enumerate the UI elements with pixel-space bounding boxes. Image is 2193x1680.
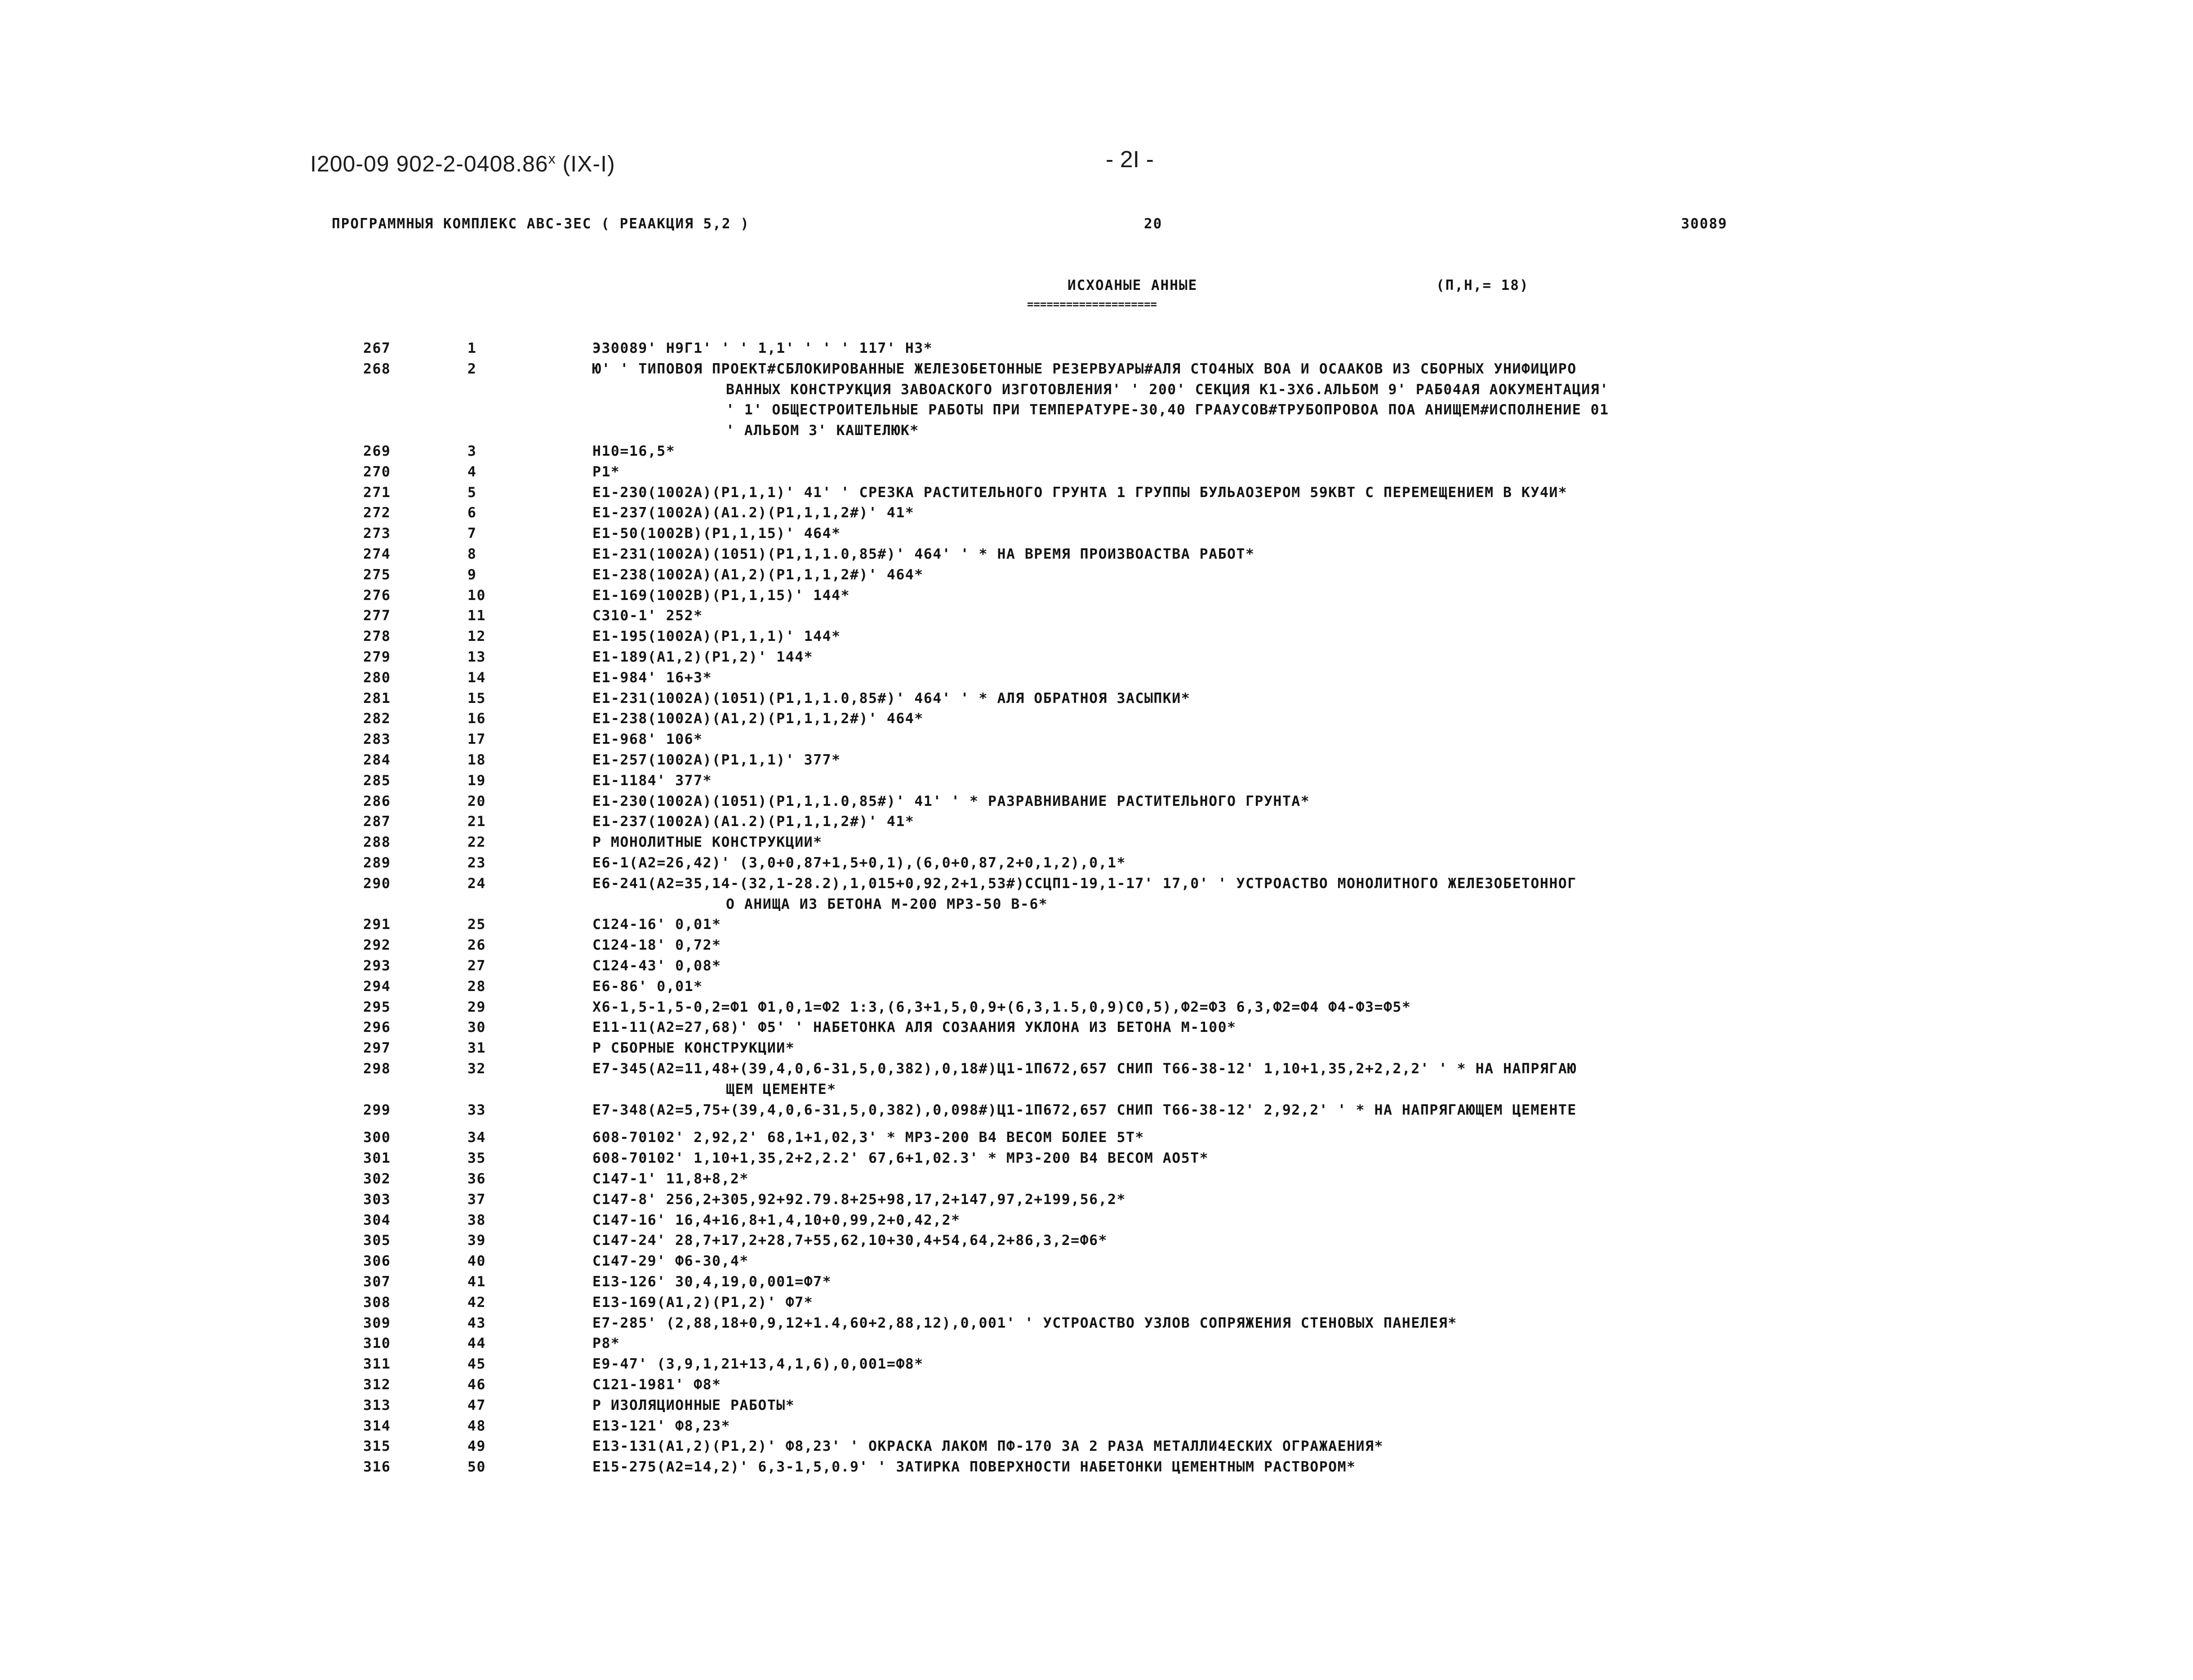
listing-row <box>0 626 2193 647</box>
row-line-number: 14 <box>467 670 486 686</box>
row-line-number: 38 <box>467 1212 486 1228</box>
listing-row <box>0 811 2193 832</box>
row-sequence-number: 267 <box>363 340 391 356</box>
listing-row <box>0 647 2193 667</box>
row-line-number: 27 <box>467 958 486 974</box>
row-sequence-number: 295 <box>363 999 391 1015</box>
row-sequence-number: 311 <box>363 1356 391 1372</box>
row-sequence-number: 293 <box>363 958 391 974</box>
listing-row <box>0 338 2193 359</box>
listing-row <box>0 770 2193 791</box>
row-text: Е1-230(1002А)(1051)(Р1,1,1.0,85#)' 41' ' * РАЗРАВНИВАНИЕ РАСТИТЕЛЬНОГО ГРУНТА* <box>592 793 1310 809</box>
row-sequence-number: 315 <box>363 1438 391 1454</box>
row-text: С121-1981' Ф8* <box>592 1377 721 1393</box>
row-line-number: 49 <box>467 1438 486 1454</box>
doc-code-superscript: x <box>548 151 556 167</box>
row-sequence-number: 269 <box>363 443 391 459</box>
row-line-number: 6 <box>467 505 477 521</box>
row-text: 608-70102' 1,10+1,35,2+2,2.2' 67,6+1,02.3' * МРЗ-200 В4 ВЕСОМ АО5Т* <box>592 1150 1209 1166</box>
row-sequence-number: 296 <box>363 1019 391 1036</box>
row-line-number: 35 <box>467 1150 486 1166</box>
listing-row <box>0 523 2193 544</box>
listing-row <box>0 914 2193 935</box>
row-text: Е13-121' Ф8,23* <box>592 1418 730 1434</box>
listing-row <box>0 441 2193 462</box>
row-line-number: 48 <box>467 1418 486 1434</box>
row-line-number: 11 <box>467 608 486 624</box>
row-text: Е15-275(А2=14,2)' 6,3-1,5,0.9' ' ЗАТИРКА ПОВЕРХНОСТИ НАБЕТОНКИ ЦЕМЕНТНЫМ РАСТВОРОМ* <box>592 1459 1356 1475</box>
row-sequence-number: 280 <box>363 670 391 686</box>
row-line-number: 13 <box>467 649 486 665</box>
row-text: Е1-984' 16+3* <box>592 670 712 686</box>
listing-row <box>0 832 2193 853</box>
row-text: О АНИЩА ИЗ БЕТОНА М-200 МРЗ-50 В-6* <box>726 896 1048 912</box>
row-sequence-number: 298 <box>363 1061 391 1077</box>
row-line-number: 12 <box>467 628 486 644</box>
listing-row <box>0 976 2193 997</box>
section-title: ИСХОАНЫЕ АННЫЕ <box>1068 277 1198 293</box>
document-code: I200-09 902-2-0408.86$^x$ (IX-I) <box>310 151 615 177</box>
row-sequence-number: 309 <box>363 1315 391 1331</box>
row-text: Е1-50(1002В)(Р1,1,15)' 464* <box>592 525 841 542</box>
listing-row <box>0 1313 2193 1333</box>
row-line-number: 46 <box>467 1377 486 1393</box>
listing-row <box>0 1416 2193 1436</box>
row-line-number: 9 <box>467 567 477 583</box>
row-line-number: 30 <box>467 1019 486 1036</box>
row-text: Е13-126' 30,4,19,0,001=Ф7* <box>592 1274 832 1290</box>
listing-row <box>0 1058 2193 1079</box>
row-text: С124-16' 0,01* <box>592 916 721 933</box>
listing-row <box>0 482 2193 503</box>
row-line-number: 42 <box>467 1294 486 1311</box>
row-sequence-number: 308 <box>363 1294 391 1311</box>
listing-row <box>0 1292 2193 1313</box>
row-line-number: 37 <box>467 1191 486 1208</box>
listing-row <box>0 1374 2193 1395</box>
row-text: Р ИЗОЛЯЦИОННЫЕ РАБОТЫ* <box>592 1397 795 1413</box>
row-sequence-number: 294 <box>363 978 391 995</box>
listing-row-continuation <box>0 1079 2193 1100</box>
listing-row-continuation <box>0 379 2193 400</box>
row-text: Е1-189(А1,2)(Р1,2)' 144* <box>592 649 814 665</box>
row-line-number: 26 <box>467 937 486 953</box>
listing-row <box>0 1210 2193 1231</box>
row-text: Р8* <box>592 1335 620 1351</box>
row-text: Е9-47' (3,9,1,21+13,4,1,6),0,001=Ф8* <box>592 1356 924 1372</box>
row-sequence-number: 299 <box>363 1102 391 1118</box>
row-text: ВАННЫХ КОНСТРУКЦИЯ ЗАВОАСКОГО ИЗГОТОВЛЕНИЯ' ' 200' СЕКЦИЯ К1-3Х6.АЛЬБОМ 9' РАБ04АЯ АОКУМЕНТАЦИЯ' <box>726 382 1609 398</box>
row-text: Е1-195(1002А)(Р1,1,1)' 144* <box>592 628 841 644</box>
listing-row <box>0 873 2193 894</box>
row-sequence-number: 300 <box>363 1129 391 1146</box>
row-text: 608-70102' 2,92,2' 68,1+1,02,3' * МРЗ-200 В4 ВЕСОМ БОЛЕЕ 5Т* <box>592 1129 1144 1146</box>
row-text: С124-43' 0,08* <box>592 958 721 974</box>
row-text: Е13-131(А1,2)(Р1,2)' Ф8,23' ' ОКРАСКА ЛАКОМ ПФ-170 ЗА 2 РАЗА МЕТАЛЛИ4ЕСКИХ ОГРАЖАЕНИЯ* <box>592 1438 1383 1454</box>
listing-row <box>0 729 2193 750</box>
row-line-number: 41 <box>467 1274 486 1290</box>
row-line-number: 17 <box>467 731 486 747</box>
row-sequence-number: 286 <box>363 793 391 809</box>
row-line-number: 33 <box>467 1102 486 1118</box>
row-sequence-number: 284 <box>363 752 391 768</box>
row-text: Е6-1(А2=26,42)' (3,0+0,87+1,5+0,1),(6,0+0,87,2+0,1,2),0,1* <box>592 855 1126 871</box>
row-text: Р МОНОЛИТНЫЕ КОНСТРУКЦИИ* <box>592 834 823 850</box>
row-text: ' 1' ОБЩЕСТРОИТЕЛЬНЫЕ РАБОТЫ ПРИ ТЕМПЕРАТУРЕ-30,40 ГРААУСОВ#ТРУБОПРОВОА ПОА АНИЩЕМ#ИСПОЛНЕНИЕ 01 <box>726 402 1609 418</box>
row-text: Е1-230(1002А)(Р1,1,1)' 41' ' СРЕЗКА РАСТИТЕЛЬНОГО ГРУНТА 1 ГРУППЫ БУЛЬАОЗЕРОМ 59КВТ С ПЕРЕМЕЩЕНИЕМ В КУ4И* <box>592 484 1568 501</box>
row-text: С147-29' Ф6-30,4* <box>592 1253 749 1269</box>
row-line-number: 32 <box>467 1061 486 1077</box>
listing-row-continuation <box>0 894 2193 915</box>
listing-row <box>0 1127 2193 1148</box>
listing-row <box>0 1436 2193 1457</box>
row-sequence-number: 273 <box>363 525 391 542</box>
row-text: Е13-169(А1,2)(Р1,2)' Ф7* <box>592 1294 814 1311</box>
row-text: Е11-11(А2=27,68)' Ф5' ' НАБЕТОНКА АЛЯ СОЗААНИЯ УКЛОНА ИЗ БЕТОНА М-100* <box>592 1019 1237 1036</box>
listing-row <box>0 1169 2193 1189</box>
row-text: Е1-231(1002А)(1051)(Р1,1,1.0,85#)' 464' ' * АЛЯ ОБРАТНОЯ ЗАСЫПКИ* <box>592 690 1191 707</box>
row-sequence-number: 281 <box>363 690 391 707</box>
row-text: ЭЗ0089' Н9Г1' ' ' 1,1' ' ' ' 117' НЗ* <box>592 340 933 356</box>
row-line-number: 50 <box>467 1459 486 1475</box>
row-text: С310-1' 252* <box>592 608 703 624</box>
listing-row <box>0 1189 2193 1210</box>
row-sequence-number: 290 <box>363 876 391 892</box>
listing-row <box>0 1333 2193 1354</box>
row-line-number: 29 <box>467 999 486 1015</box>
listing-row <box>0 1457 2193 1477</box>
row-line-number: 28 <box>467 978 486 995</box>
document-code-number: 30089 <box>1681 216 1728 232</box>
listing-row <box>0 956 2193 976</box>
listing-row <box>0 462 2193 482</box>
row-sequence-number: 275 <box>363 567 391 583</box>
title-underline: ==================== <box>1027 298 1157 311</box>
row-line-number: 24 <box>467 876 486 892</box>
row-line-number: 3 <box>467 443 477 459</box>
row-line-number: 7 <box>467 525 477 542</box>
page-reference: (П,Н,= 18) <box>1436 277 1529 293</box>
listing-row <box>0 502 2193 523</box>
row-sequence-number: 288 <box>363 834 391 850</box>
listing-row <box>0 708 2193 729</box>
row-sequence-number: 283 <box>363 731 391 747</box>
row-sequence-number: 285 <box>363 773 391 789</box>
row-text: Е1-238(1002А)(А1,2)(Р1,1,1,2#)' 464* <box>592 711 924 727</box>
listing-row-continuation <box>0 420 2193 441</box>
row-text: Е1-237(1002А)(А1.2)(Р1,1,1,2#)' 41* <box>592 505 915 521</box>
row-text: Е1-1184' 377* <box>592 773 712 789</box>
listing-row <box>0 1038 2193 1058</box>
row-sequence-number: 310 <box>363 1335 391 1351</box>
row-sequence-number: 292 <box>363 937 391 953</box>
row-line-number: 21 <box>467 813 486 830</box>
row-line-number: 10 <box>467 587 486 604</box>
row-text: Е1-238(1002А)(А1,2)(Р1,1,1,2#)' 464* <box>592 567 924 583</box>
row-line-number: 47 <box>467 1397 486 1413</box>
listing-row <box>0 605 2193 626</box>
row-line-number: 20 <box>467 793 486 809</box>
row-line-number: 44 <box>467 1335 486 1351</box>
sheet-number: 20 <box>1144 216 1163 232</box>
listing-row <box>0 544 2193 564</box>
row-text: С147-16' 16,4+16,8+1,4,10+0,99,2+0,42,2* <box>592 1212 961 1228</box>
row-line-number: 36 <box>467 1171 486 1187</box>
row-text: ' АЛЬБОМ 3' КАШТЕЛЮК* <box>726 422 919 439</box>
row-sequence-number: 282 <box>363 711 391 727</box>
row-line-number: 45 <box>467 1356 486 1372</box>
listing-row <box>0 1395 2193 1416</box>
row-sequence-number: 279 <box>363 649 391 665</box>
row-sequence-number: 316 <box>363 1459 391 1475</box>
row-line-number: 34 <box>467 1129 486 1146</box>
row-text: С147-1' 11,8+8,2* <box>592 1171 749 1187</box>
row-text: Е1-231(1002А)(1051)(Р1,1,1.0,85#)' 464' ' * НА ВРЕМЯ ПРОИЗВОАСТВА РАБОТ* <box>592 546 1255 562</box>
listing-row <box>0 1230 2193 1251</box>
row-sequence-number: 297 <box>363 1040 391 1056</box>
row-text: С124-18' 0,72* <box>592 937 721 953</box>
row-line-number: 39 <box>467 1232 486 1249</box>
row-text: ЩЕМ ЦЕМЕНТЕ* <box>726 1081 836 1098</box>
listing-row <box>0 750 2193 770</box>
row-text: Е1-237(1002А)(А1.2)(Р1,1,1,2#)' 41* <box>592 813 915 830</box>
row-sequence-number: 277 <box>363 608 391 624</box>
row-line-number: 40 <box>467 1253 486 1269</box>
listing-row <box>0 359 2193 379</box>
program-line: ПРОГРАММНЫЯ КОМПЛЕКС АВС-ЗЕС ( РЕААКЦИЯ 5,2 ) <box>332 216 750 232</box>
listing-row-continuation <box>0 400 2193 420</box>
listing-row <box>0 1100 2193 1120</box>
row-line-number: 15 <box>467 690 486 707</box>
row-line-number: 31 <box>467 1040 486 1056</box>
listing-row <box>0 791 2193 812</box>
row-sequence-number: 268 <box>363 361 391 377</box>
row-text: Е7-345(А2=11,48+(39,4,0,6-31,5,0,382),0,18#)Ц1-1П672,657 СНИП Т66-38-12' 1,10+1,35,2+2,2,2' ' * НА НАПРЯГАЮ <box>592 1061 1577 1077</box>
row-line-number: 5 <box>467 484 477 501</box>
listing-row <box>0 997 2193 1018</box>
row-sequence-number: 274 <box>363 546 391 562</box>
row-line-number: 22 <box>467 834 486 850</box>
row-sequence-number: 313 <box>363 1397 391 1413</box>
row-sequence-number: 287 <box>363 813 391 830</box>
row-line-number: 4 <box>467 464 477 480</box>
row-line-number: 23 <box>467 855 486 871</box>
row-line-number: 43 <box>467 1315 486 1331</box>
row-text: С147-8' 256,2+305,92+92.79.8+25+98,17,2+147,97,2+199,56,2* <box>592 1191 1126 1208</box>
row-line-number: 25 <box>467 916 486 933</box>
row-line-number: 18 <box>467 752 486 768</box>
row-line-number: 2 <box>467 361 477 377</box>
row-sequence-number: 303 <box>363 1191 391 1208</box>
row-sequence-number: 305 <box>363 1232 391 1249</box>
row-text: Е1-968' 106* <box>592 731 703 747</box>
listing-row <box>0 1251 2193 1271</box>
row-text: Р СБОРНЫЕ КОНСТРУКЦИИ* <box>592 1040 795 1056</box>
row-text: С147-24' 28,7+17,2+28,7+55,62,10+30,4+54,64,2+86,3,2=Ф6* <box>592 1232 1108 1249</box>
row-sequence-number: 314 <box>363 1418 391 1434</box>
row-line-number: 1 <box>467 340 477 356</box>
row-text: Х6-1,5-1,5-0,2=Ф1 Ф1,0,1=Ф2 1:3,(6,3+1,5,0,9+(6,3,1.5,0,9)С0,5),Ф2=Ф3 6,3,Ф2=Ф4 Ф4-Ф3=Ф5* <box>592 999 1411 1015</box>
listing-row <box>0 667 2193 688</box>
row-sequence-number: 306 <box>363 1253 391 1269</box>
listing-row <box>0 585 2193 606</box>
row-text: Е7-285' (2,88,18+0,9,12+1.4,60+2,88,12),0,001' ' УСТРОАСТВО УЗЛОВ СОПРЯЖЕНИЯ СТЕНОВЫХ ПАНЕЛЕЯ* <box>592 1315 1457 1331</box>
listing-row <box>0 1271 2193 1292</box>
row-sequence-number: 276 <box>363 587 391 604</box>
row-sequence-number: 307 <box>363 1274 391 1290</box>
row-text: Н10=16,5* <box>592 443 676 459</box>
row-line-number: 16 <box>467 711 486 727</box>
page-number: - 2I - <box>1106 147 1154 173</box>
row-sequence-number: 271 <box>363 484 391 501</box>
row-sequence-number: 312 <box>363 1377 391 1393</box>
row-sequence-number: 291 <box>363 916 391 933</box>
listing-row <box>0 853 2193 873</box>
listing-row <box>0 1354 2193 1374</box>
row-line-number: 8 <box>467 546 477 562</box>
row-line-number: 19 <box>467 773 486 789</box>
row-sequence-number: 270 <box>363 464 391 480</box>
listing-row <box>0 564 2193 585</box>
row-sequence-number: 301 <box>363 1150 391 1166</box>
row-text: Е6-86' 0,01* <box>592 978 703 995</box>
row-text: Е1-257(1002А)(Р1,1,1)' 377* <box>592 752 841 768</box>
row-sequence-number: 304 <box>363 1212 391 1228</box>
row-text: Р1* <box>592 464 620 480</box>
row-sequence-number: 289 <box>363 855 391 871</box>
row-sequence-number: 302 <box>363 1171 391 1187</box>
listing-row <box>0 688 2193 709</box>
row-sequence-number: 278 <box>363 628 391 644</box>
row-text: Е6-241(А2=35,14-(32,1-28.2),1,015+0,92,2+1,53#)ССЦП1-19,1-17' 17,0' ' УСТРОАСТВО МОНОЛИТНОГО ЖЕЛЕЗОБЕТОННОГ <box>592 876 1577 892</box>
listing-row <box>0 1017 2193 1038</box>
listing-row <box>0 935 2193 956</box>
row-text: Е1-169(1002В)(Р1,1,15)' 144* <box>592 587 850 604</box>
listing-row <box>0 1148 2193 1169</box>
row-sequence-number: 272 <box>363 505 391 521</box>
row-text: Ю' ' ТИПОВОЯ ПРОЕКТ#СБЛОКИРОВАННЫЕ ЖЕЛЕЗОБЕТОННЫЕ РЕЗЕРВУАРЫ#АЛЯ СТО4НЫХ ВОА И ОСААКОВ ИЗ СБОРНЫХ УНИФИЦИРО <box>592 361 1577 377</box>
row-text: Е7-348(А2=5,75+(39,4,0,6-31,5,0,382),0,098#)Ц1-1П672,657 СНИП Т66-38-12' 2,92,2' ' * НА НАПРЯГАЮЩЕМ ЦЕМЕНТЕ <box>592 1102 1577 1118</box>
